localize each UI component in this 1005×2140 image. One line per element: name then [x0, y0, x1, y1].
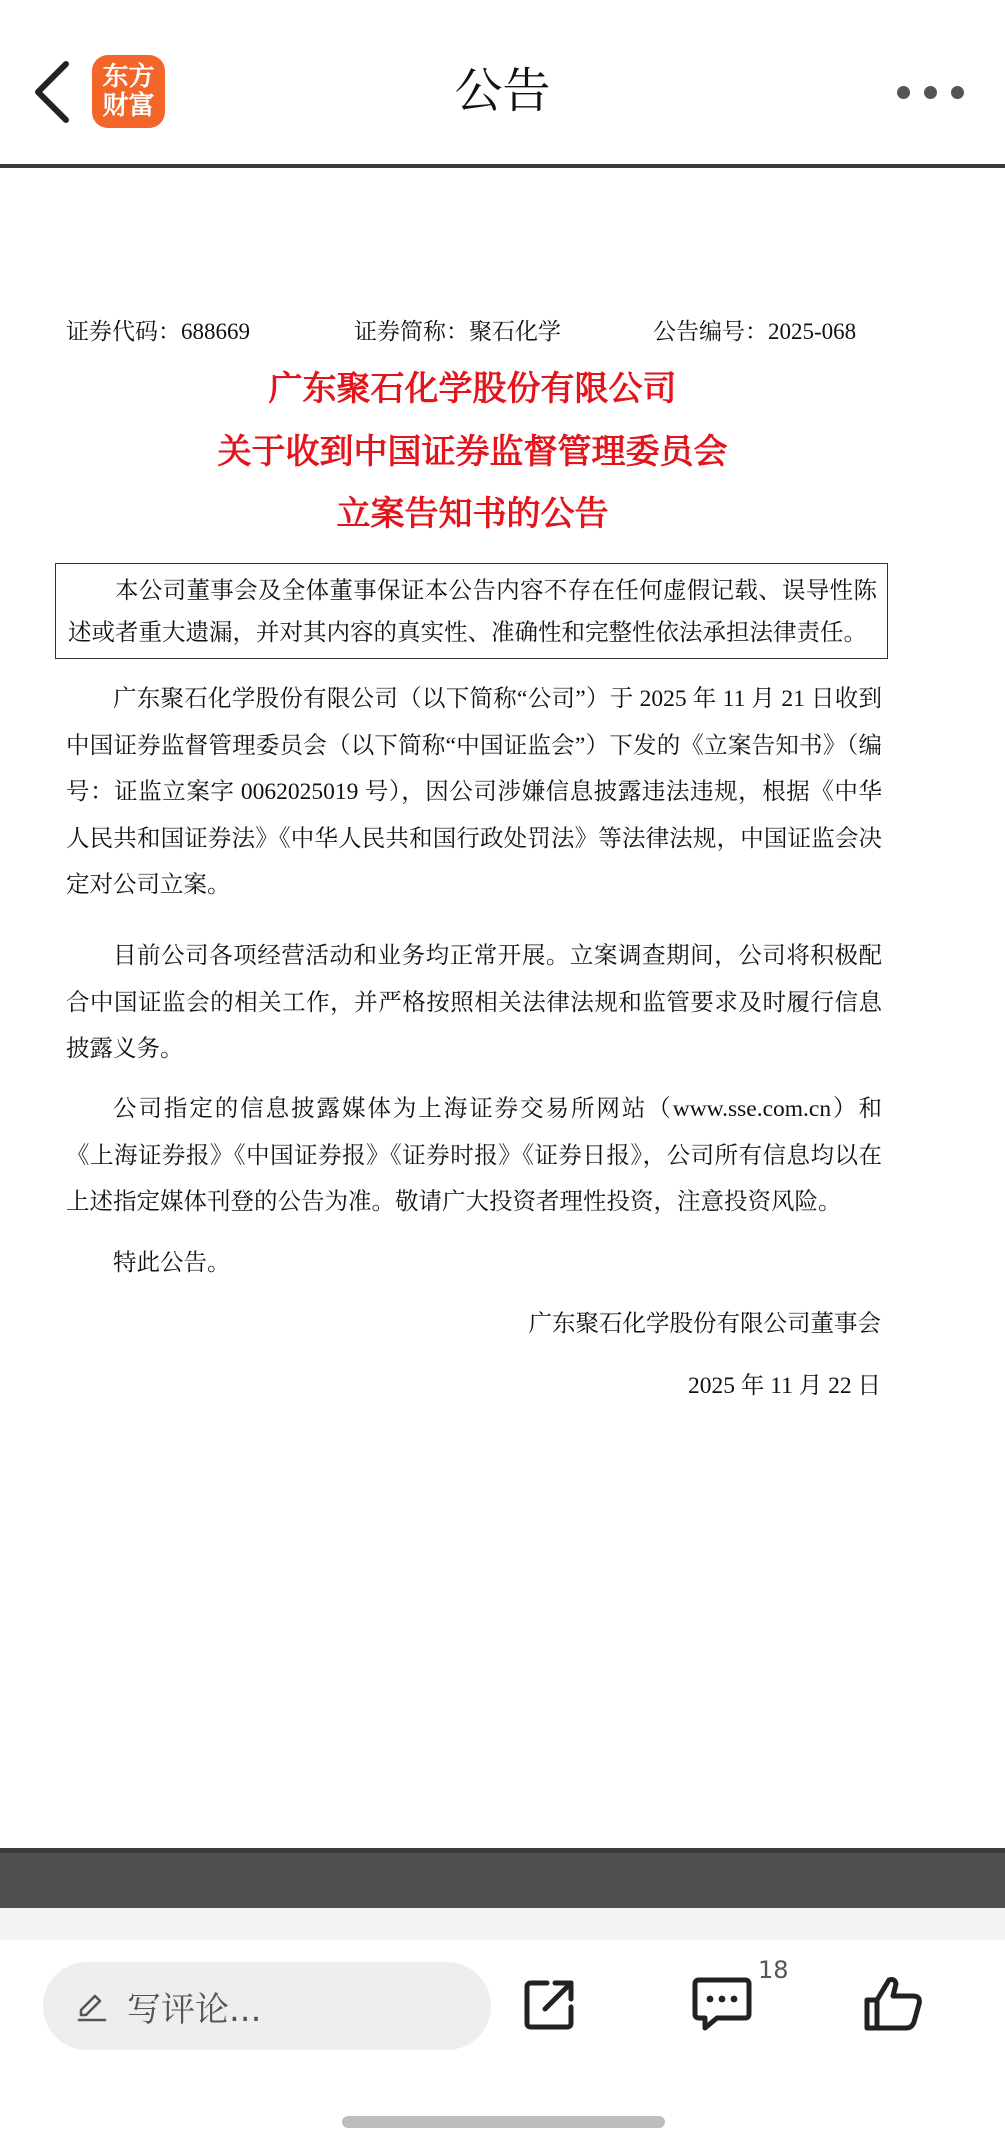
body-paragraph-3: 公司指定的信息披露媒体为上海证券交易所网站（www.sse.com.cn）和《上海证券报》《中国证券报》《证券时报》《证券日报》，公司所有信息均以在上述指定媒体刊登的公告为准。敬请广大投资者理性投资，注意投资风险。	[66, 1096, 882, 1215]
share-icon	[521, 1975, 579, 2033]
back-button[interactable]	[22, 52, 82, 132]
home-indicator[interactable]	[342, 2116, 665, 2128]
logo-text-line1: 东方	[102, 62, 155, 92]
comment-input[interactable]	[43, 1962, 491, 2050]
page-title: 公告	[454, 63, 551, 119]
document-title-line-1: 广东聚石化学股份有限公司	[268, 369, 677, 409]
document-title-line-3: 立案告知书的公告	[336, 494, 609, 534]
more-button[interactable]	[880, 70, 980, 114]
stock-abbreviation: 证券简称：聚石化学	[354, 319, 561, 344]
thumbs-up-icon	[863, 1974, 925, 2034]
viewer-bottom-band	[0, 1848, 1005, 1908]
stock-code: 证券代码：688669	[66, 319, 250, 344]
announcement-number: 公告编号：2025-068	[653, 319, 857, 344]
app-header	[0, 0, 1005, 164]
more-dots-icon	[897, 86, 964, 99]
announcement-document	[0, 168, 1005, 1848]
eastmoney-logo[interactable]	[92, 55, 165, 128]
document-title-line-2: 关于收到中国证券监督管理委员会	[217, 432, 728, 472]
pen-icon	[75, 1989, 109, 2023]
body-paragraph-1: 广东聚石化学股份有限公司（以下简称“公司”）于 2025 年 11 月 21 日收到中国证券监督管理委员会（以下简称“中国证监会”）下发的《立案告知书》（编号：证监立案字 0062025019 号），因公司涉嫌信息披露违法违规，根据《中华人民共和国证券法》《中华人民共和国行政处罚法》等法律法规，中国证监会决定对公司立案。	[66, 686, 882, 898]
chevron-left-icon	[32, 60, 72, 124]
comment-placeholder: 写评论...	[127, 1989, 262, 2030]
comment-icon	[691, 1974, 753, 2034]
comments-button[interactable]	[682, 1964, 762, 2044]
body-paragraph-closing: 特此公告。	[113, 1250, 231, 1276]
bottom-action-bar	[0, 1940, 1005, 2140]
board-guarantee-notice: 本公司董事会及全体董事保证本公告内容不存在任何虚假记载、误导性陈述或者重大遗漏，并对其内容的真实性、准确性和完整性依法承担法律责任。	[55, 563, 888, 659]
signature-date: 2025 年 11 月 22 日	[687, 1373, 881, 1399]
body-paragraph-2: 目前公司各项经营活动和业务均正常开展。立案调查期间，公司将积极配合中国证监会的相关工作，并严格按照相关法律法规和监管要求及时履行信息披露义务。	[66, 943, 882, 1062]
logo-text-line2: 财富	[102, 91, 155, 121]
comment-count-badge: 18	[758, 1956, 789, 1984]
viewer-bottom-spacer	[0, 1908, 1005, 1940]
share-button[interactable]	[510, 1964, 590, 2044]
signature-company-board: 广东聚石化学股份有限公司董事会	[528, 1311, 881, 1337]
like-button[interactable]	[854, 1964, 934, 2044]
